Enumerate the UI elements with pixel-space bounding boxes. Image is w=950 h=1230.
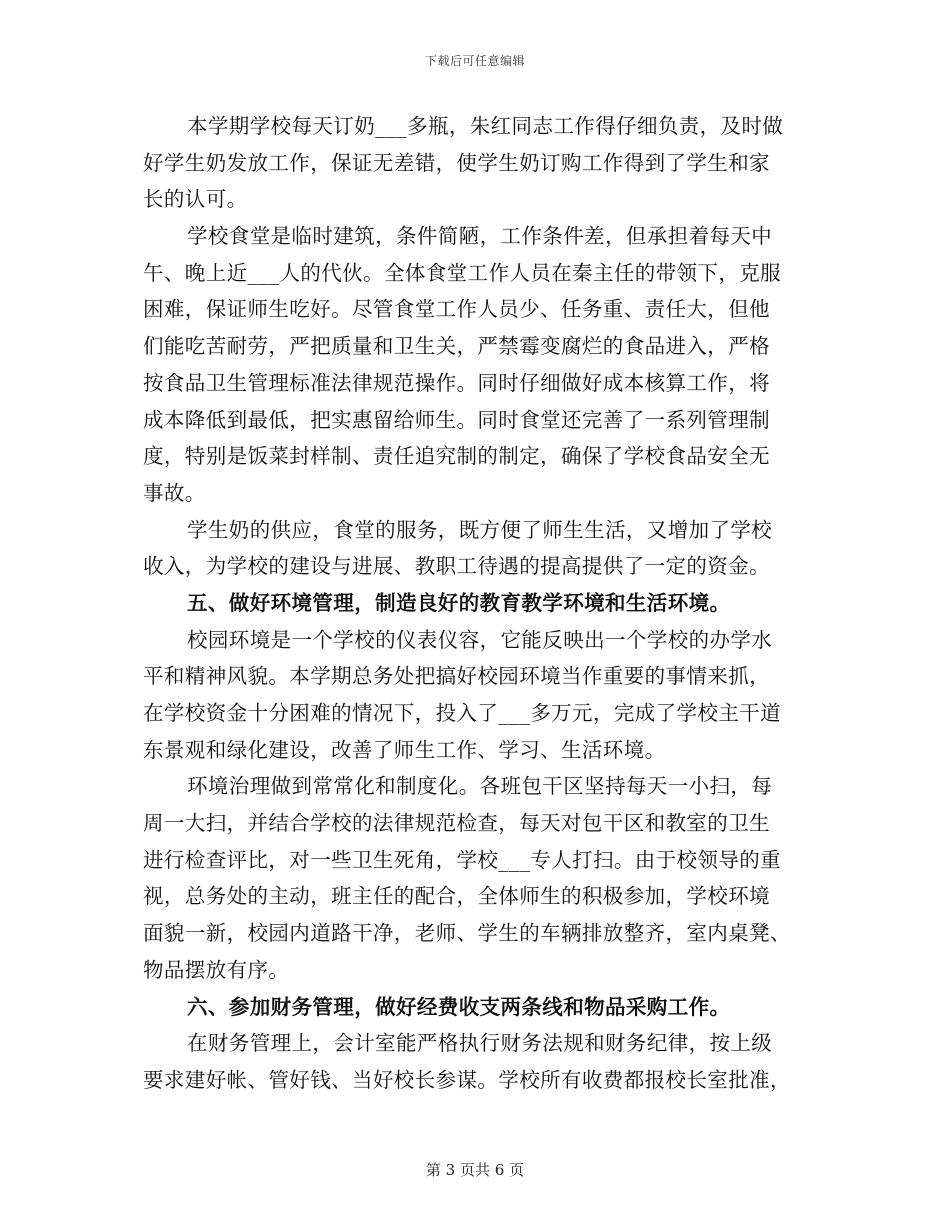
page-number: 第 3 页共 6 页 — [425, 1161, 525, 1179]
body-text-line: 平和精神风貌。本学期总务处把搞好校园环境当作重要的事情来抓， — [143, 664, 770, 689]
body-text-line: 在学校资金十分困难的情况下，投入了___多万元，完成了学校主干道 — [143, 701, 782, 725]
section-heading-line: 六、参加财务管理，做好经费收支两条线和物品采购工作。 — [187, 994, 731, 1019]
body-text-line: 困难，保证师生吃好。尽管食堂工作人员少、任务重、责任大，但他 — [143, 297, 770, 322]
page-header: 下载后可任意编辑 — [424, 54, 525, 68]
body-text-line: 环境治理做到常常化和制度化。各班包干区坚持每天一小扫，每 — [187, 774, 773, 799]
body-text-line: 校园环境是一个学校的仪表仪容，它能反映出一个学校的办学水 — [187, 627, 773, 652]
body-text-line: 东景观和绿化建设，改善了师生工作、学习、生活环境。 — [143, 737, 666, 762]
section-heading-line: 五、做好环境管理，制造良好的教育教学环境和生活环境。 — [187, 590, 731, 615]
body-text-line: 们能吃苦耐劳，严把质量和卫生关，严禁霉变腐烂的食品进入，严格 — [143, 334, 770, 359]
body-text-line: 按食品卫生管理标准法律规范操作。同时仔细做好成本核算工作，将 — [143, 370, 770, 395]
body-text-line: 事故。 — [143, 480, 206, 505]
body-text-line: 进行检查评比，对一些卫生死角，学校___专人打扫。由于校领导的重 — [143, 847, 782, 872]
body-text-line: 长的认可。 — [143, 187, 248, 212]
document-body — [143, 108, 809, 1099]
body-text-line: 视，总务处的主动，班主任的配合，全体师生的积极参加，学校环境 — [143, 884, 770, 909]
body-text-line: 物品摆放有序。 — [143, 957, 290, 982]
body-text-line: 本学期学校每天订奶___多瓶，朱红同志工作得仔细负责，及时做 — [187, 114, 784, 138]
body-text-line: 午、晚上近___人的代伙。全体食堂工作人员在秦主任的带领下，克服 — [143, 260, 782, 285]
body-text-line: 周一大扫，并结合学校的法律规范检查，每天对包干区和教室的卫生 — [143, 811, 770, 836]
body-text-line: 面貌一新，校园内道路干净，老师、学生的车辆排放整齐，室内桌凳、 — [143, 921, 791, 946]
body-text-line: 收入，为学校的建设与进展、教职工待遇的提高提供了一定的资金。 — [143, 554, 770, 579]
body-text-line: 学生奶的供应，食堂的服务，既方便了师生生活，又增加了学校 — [187, 517, 773, 542]
body-text-line: 学校食堂是临时建筑，条件简陋，工作条件差，但承担着每天中 — [187, 224, 773, 249]
body-text-line: 在财务管理上，会计室能严格执行财务法规和财务纪律，按上级 — [187, 1031, 773, 1056]
body-text-line: 成本降低到最低，把实惠留给师生。同时食堂还完善了一系列管理制 — [143, 407, 770, 432]
body-text-line: 度，特别是饭菜封样制、责任追究制的制定，确保了学校食品安全无 — [143, 444, 770, 469]
body-text-line: 好学生奶发放工作，保证无差错，使学生奶订购工作得到了学生和家 — [143, 150, 770, 175]
body-text-line: 要求建好帐、管好钱、当好校长参谋。学校所有收费都报校长室批准， — [143, 1067, 791, 1092]
